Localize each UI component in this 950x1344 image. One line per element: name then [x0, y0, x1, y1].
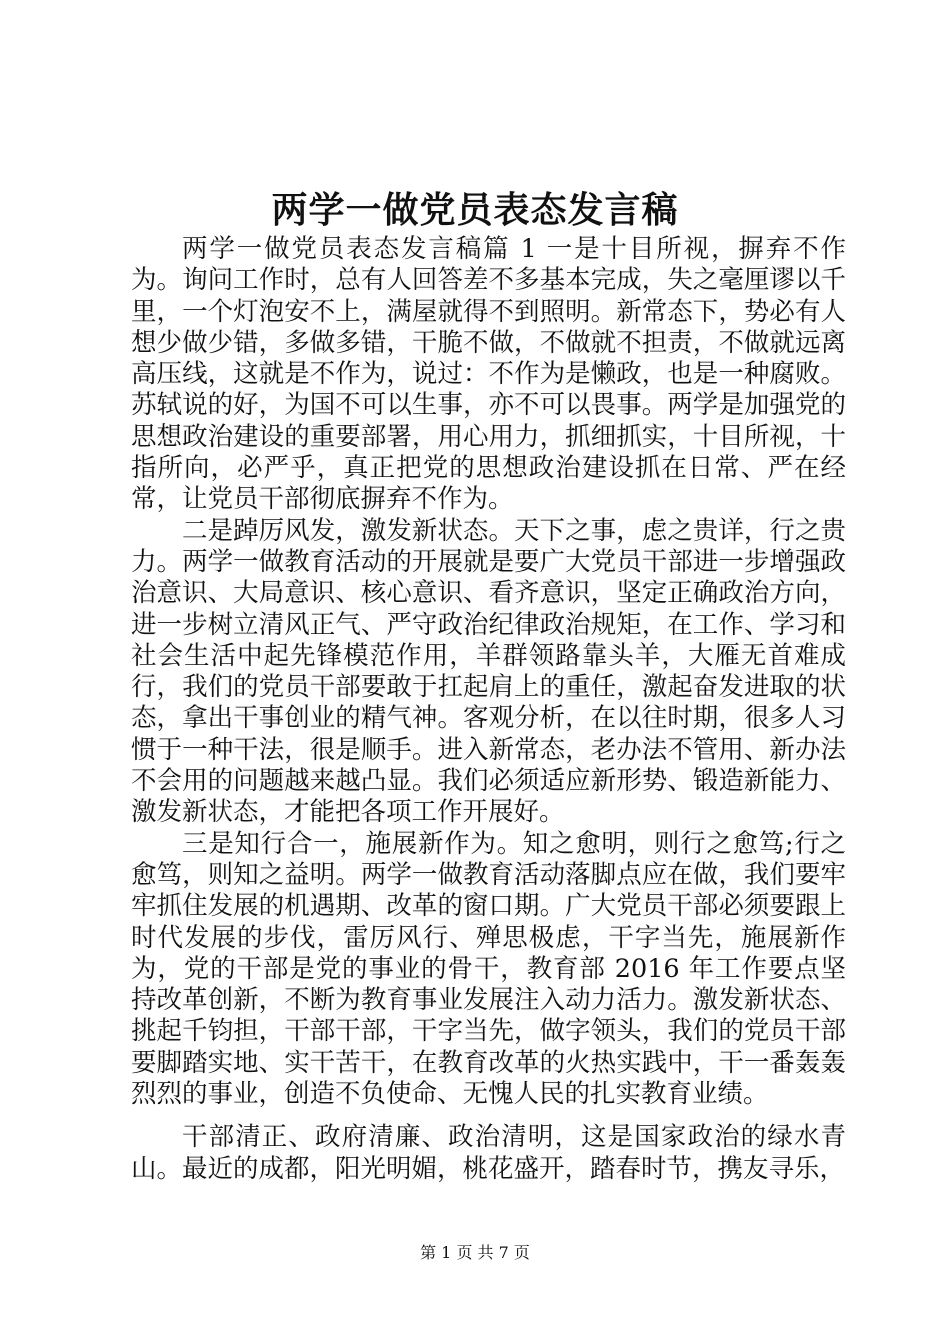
paragraph-4: 干部清正、政府清廉、政治清明，这是国家政治的绿水青山。最近的成都，阳光明媚，桃花盛开，踏春时节，携友寻乐，: [131, 1122, 846, 1184]
paragraph-3: 三是知行合一，施展新作为。知之愈明，则行之愈笃;行之愈笃，则知之益明。两学一做教育活动落脚点应在做，我们要牢牢抓住发展的机遇期、改革的窗口期。广大党员干部必须要跟上时代发展的步伐，雷厉风行、殚思极虑，干字当先，施展新作为，党的干部是党的事业的骨干，教育部 2016 年工作要点坚持改革创新，不断为教育事业发展注入动力活力。激发新状态、挑起千钧担，干部干部，干字当先，做字领头，我们的党员干部要脚踏实地、实干苦干，在教育改革的火热实践中，干一番轰轰烈烈的事业，创造不负使命、无愧人民的扎实教育业绩。: [131, 828, 846, 1110]
document-title: 两学一做党员表态发言稿: [271, 189, 679, 231]
page-footer: 第 1 页 共 7 页: [420, 1243, 530, 1262]
document-body: [131, 234, 846, 1185]
paragraph-2: 二是踔厉风发，激发新状态。天下之事，虑之贵详，行之贵力。两学一做教育活动的开展就是要广大党员干部进一步增强政治意识、大局意识、核心意识、看齐意识，坚定正确政治方向，进一步树立清风正气、严守政治纪律政治规矩，在工作、学习和社会生活中起先锋模范作用，羊群领路靠头羊，大雁无首难成行，我们的党员干部要敢于扛起肩上的重任，激起奋发进取的状态，拿出干事创业的精气神。客观分析，在以往时期，很多人习惯于一种干法，很是顺手。进入新常态，老办法不管用、新办法不会用的问题越来越凸显。我们必须适应新形势、锻造新能力、激发新状态，才能把各项工作开展好。: [131, 515, 846, 828]
paragraph-1: 两学一做党员表态发言稿篇 1 一是十目所视，摒弃不作为。询问工作时，总有人回答差不多基本完成，失之毫厘谬以千里，一个灯泡安不上，满屋就得不到照明。新常态下，势必有人想少做少错，多做多错，干脆不做，不做就不担责，不做就远离高压线，这就是不作为，说过：不作为是懒政，也是一种腐败。苏轼说的好，为国不可以生事，亦不可以畏事。两学是加强党的思想政治建设的重要部署，用心用力，抓细抓实，十目所视，十指所向，必严乎，真正把党的思想政治建设抓在日常、严在经常，让党员干部彻底摒弃不作为。: [131, 234, 846, 515]
